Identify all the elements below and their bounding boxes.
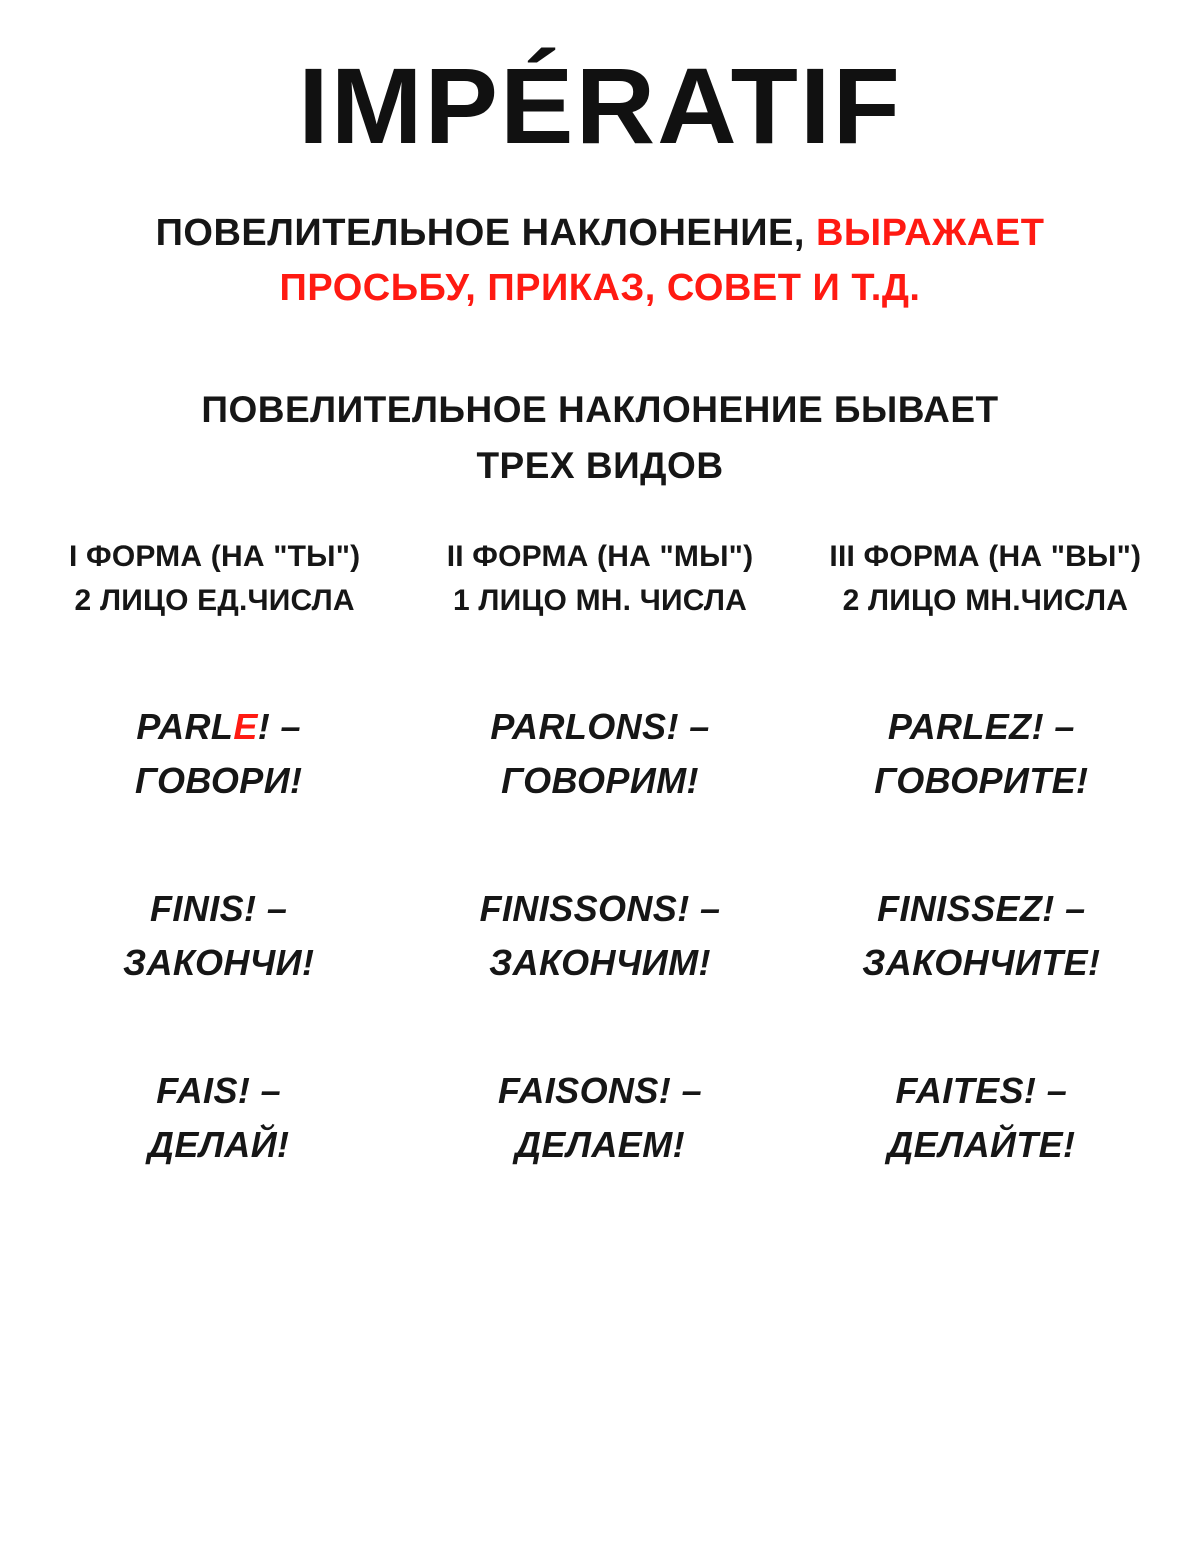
cell-parler-form-1-french: [28, 700, 409, 754]
conjugation-grid: [0, 700, 1200, 1172]
cell-faire-form-1-russian: ДЕЛАЙ!: [147, 1124, 290, 1166]
column-headers: [0, 535, 1200, 622]
cell-parler-form-1-highlight: E: [233, 706, 258, 748]
cell-finir-form-2-russian: ЗАКОНЧИМ!: [489, 942, 711, 984]
conjugation-row-finir: [28, 882, 1172, 990]
intro-line-1-accent: ВЫРАЖАЕТ: [815, 212, 1045, 254]
cell-finir-form-2-french: [409, 882, 790, 936]
imperatif-slide: [0, 45, 1200, 1552]
cell-faire-form-1: [28, 1064, 409, 1172]
cell-parler-form-1: [28, 700, 409, 808]
cell-parler-form-3: [791, 700, 1172, 808]
cell-parler-form-1-suffix: ! –: [257, 706, 301, 748]
intro-line-2: ПРОСЬБУ, ПРИКАЗ, СОВЕТ И Т.Д.: [279, 267, 921, 310]
cell-parler-form-3-french: [791, 700, 1172, 754]
cell-finir-form-3-prefix: FINISSEZ! –: [877, 888, 1086, 930]
cell-faire-form-3: [791, 1064, 1172, 1172]
intro-paragraph: [70, 206, 1130, 316]
cell-faire-form-1-french: [28, 1064, 409, 1118]
cell-faire-form-3-french: [791, 1064, 1172, 1118]
column-header-form-3: [793, 535, 1178, 622]
cell-parler-form-2-french: [409, 700, 790, 754]
conjugation-row-faire: [28, 1064, 1172, 1172]
conjugation-row-parler: [28, 700, 1172, 808]
cell-parler-form-1-russian: ГОВОРИ!: [134, 760, 303, 802]
cell-faire-form-3-russian: ДЕЛАЙТЕ!: [887, 1124, 1076, 1166]
cell-faire-form-2-russian: ДЕЛАЕМ!: [515, 1124, 685, 1166]
cell-parler-form-2-russian: ГОВОРИМ!: [501, 760, 699, 802]
intro-line-1-plain: ПОВЕЛИТЕЛЬНОЕ НАКЛОНЕНИЕ,: [155, 212, 816, 254]
cell-parler-form-3-russian: ГОВОРИТЕ!: [874, 760, 1089, 802]
cell-faire-form-1-prefix: FAIS! –: [156, 1070, 282, 1112]
column-header-form-2: [407, 535, 792, 622]
column-header-form-1: [22, 535, 407, 622]
cell-finir-form-1: [28, 882, 409, 990]
cell-faire-form-2: [409, 1064, 790, 1172]
cell-finir-form-3: [791, 882, 1172, 990]
cell-parler-form-2-prefix: PARLONS! –: [490, 706, 710, 748]
column-header-form-3-line-2: 2 ЛИЦО МН.ЧИСЛА: [842, 583, 1129, 617]
cell-parler-form-1-prefix: PARL: [136, 706, 234, 748]
column-header-form-2-line-1: II ФОРМА (НА "МЫ"): [446, 540, 754, 574]
cell-parler-form-3-prefix: PARLEZ! –: [887, 706, 1075, 748]
subheading-line-1: ПОВЕЛИТЕЛЬНОЕ НАКЛОНЕНИЕ БЫВАЕТ: [201, 389, 999, 431]
cell-finir-form-3-russian: ЗАКОНЧИТЕ!: [862, 942, 1101, 984]
cell-faire-form-3-prefix: FAITES! –: [895, 1070, 1068, 1112]
cell-finir-form-1-prefix: FINIS! –: [150, 888, 288, 930]
column-header-form-1-line-2: 2 ЛИЦО ЕД.ЧИСЛА: [74, 583, 355, 617]
cell-finir-form-2: [409, 882, 790, 990]
subheading: [100, 382, 1100, 493]
cell-parler-form-2: [409, 700, 790, 808]
page-title: IMPÉRATIF: [298, 45, 902, 166]
cell-finir-form-3-french: [791, 882, 1172, 936]
subheading-line-2: ТРЕХ ВИДОВ: [476, 444, 724, 486]
column-header-form-3-line-1: III ФОРМА (НА "ВЫ"): [829, 540, 1142, 574]
cell-finir-form-2-prefix: FINISSONS! –: [479, 888, 721, 930]
column-header-form-2-line-2: 1 ЛИЦО МН. ЧИСЛА: [452, 583, 747, 617]
column-header-form-1-line-1: I ФОРМА (НА "ТЫ"): [68, 540, 361, 574]
cell-finir-form-1-russian: ЗАКОНЧИ!: [122, 942, 315, 984]
cell-finir-form-1-french: [28, 882, 409, 936]
cell-faire-form-2-french: [409, 1064, 790, 1118]
cell-faire-form-2-prefix: FAISONS! –: [497, 1070, 703, 1112]
intro-line-1: [70, 206, 1130, 261]
